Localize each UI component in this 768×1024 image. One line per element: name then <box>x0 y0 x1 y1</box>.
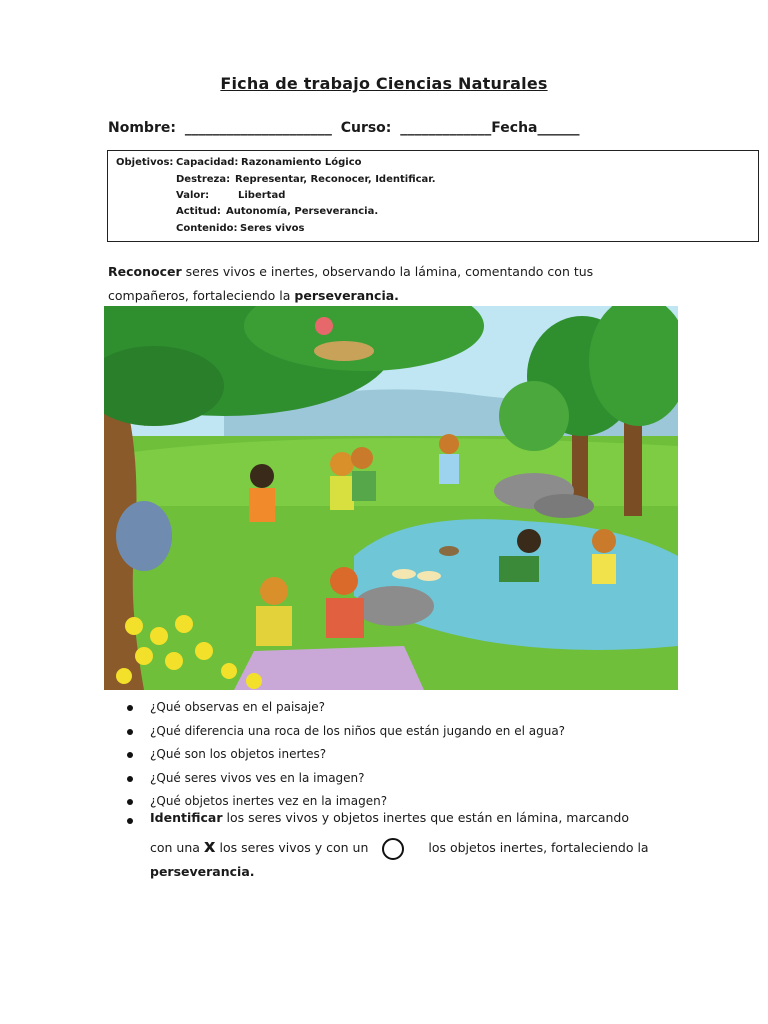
valor-label: Valor: <box>176 190 210 201</box>
x-mark-icon: x <box>203 836 216 857</box>
bird-nest <box>314 341 374 361</box>
bird <box>315 317 333 335</box>
list-item: ¿Qué seres vivos ves en la imagen? <box>130 767 565 791</box>
intro-bold-reconocer: Reconocer <box>108 264 182 279</box>
identify-line-2a: con una <box>150 840 204 855</box>
student-info-line <box>108 120 584 136</box>
contenido-label: Contenido: <box>176 223 238 234</box>
contenido-value: Seres vivos <box>240 223 305 234</box>
intro-bold-perseverancia: perseverancia. <box>294 288 399 303</box>
identify-line-2c: los objetos inertes, fortaleciendo la <box>428 840 649 855</box>
destreza-label: Destreza: <box>176 174 231 185</box>
actitud-value: Autonomía, Perseverancia. <box>226 206 379 217</box>
capacidad-label: Capacidad: <box>176 157 239 168</box>
questions-list <box>130 696 565 814</box>
valor-value: Libertad <box>238 190 286 201</box>
objectives-box <box>107 150 759 242</box>
capacidad-value: Razonamiento Lógico <box>241 157 362 168</box>
intro-paragraph <box>108 260 668 308</box>
objetivos-label: Objetivos: <box>116 157 174 168</box>
picnic-blanket <box>234 646 424 690</box>
actitud-label: Actitud: <box>176 206 221 217</box>
identify-bold: Identificar <box>150 810 223 825</box>
curso-label: Curso: <box>340 120 392 136</box>
identify-line-2b: los seres vivos y con un <box>215 840 369 855</box>
intro-text-1: seres vivos e inertes, observando la lámina, comentando con tus <box>181 264 594 279</box>
nombre-label: Nombre: <box>108 120 176 136</box>
identify-bold-end: perseverancia. <box>150 864 255 879</box>
identify-line-1: los seres vivos y objetos inertes que están en lámina, marcando <box>222 810 630 825</box>
child <box>250 464 274 488</box>
list-item: ¿Qué observas en el paisaje? <box>130 696 565 720</box>
bullet-icon <box>127 818 133 824</box>
fecha-field[interactable]: ______ <box>537 120 580 136</box>
nature-scene-illustration <box>104 306 678 690</box>
curso-field[interactable]: _____________ <box>400 120 492 136</box>
intro-text-2: compañeros, fortaleciendo la <box>108 288 295 303</box>
circle-mark-icon <box>382 838 404 860</box>
nombre-field[interactable]: _____________________ <box>184 120 332 136</box>
list-item: ¿Qué diferencia una roca de los niños que están jugando en el agua? <box>130 720 565 744</box>
list-item: ¿Qué son los objetos inertes? <box>130 743 565 767</box>
list-item: ¿Qué objetos inertes vez en la imagen? <box>130 790 565 814</box>
destreza-value: Representar, Reconocer, Identificar. <box>235 174 436 185</box>
fecha-label: Fecha <box>491 120 538 136</box>
duck <box>392 569 416 579</box>
page-title: Ficha de trabajo Ciencias Naturales <box>220 74 548 93</box>
squirrel <box>116 501 172 571</box>
